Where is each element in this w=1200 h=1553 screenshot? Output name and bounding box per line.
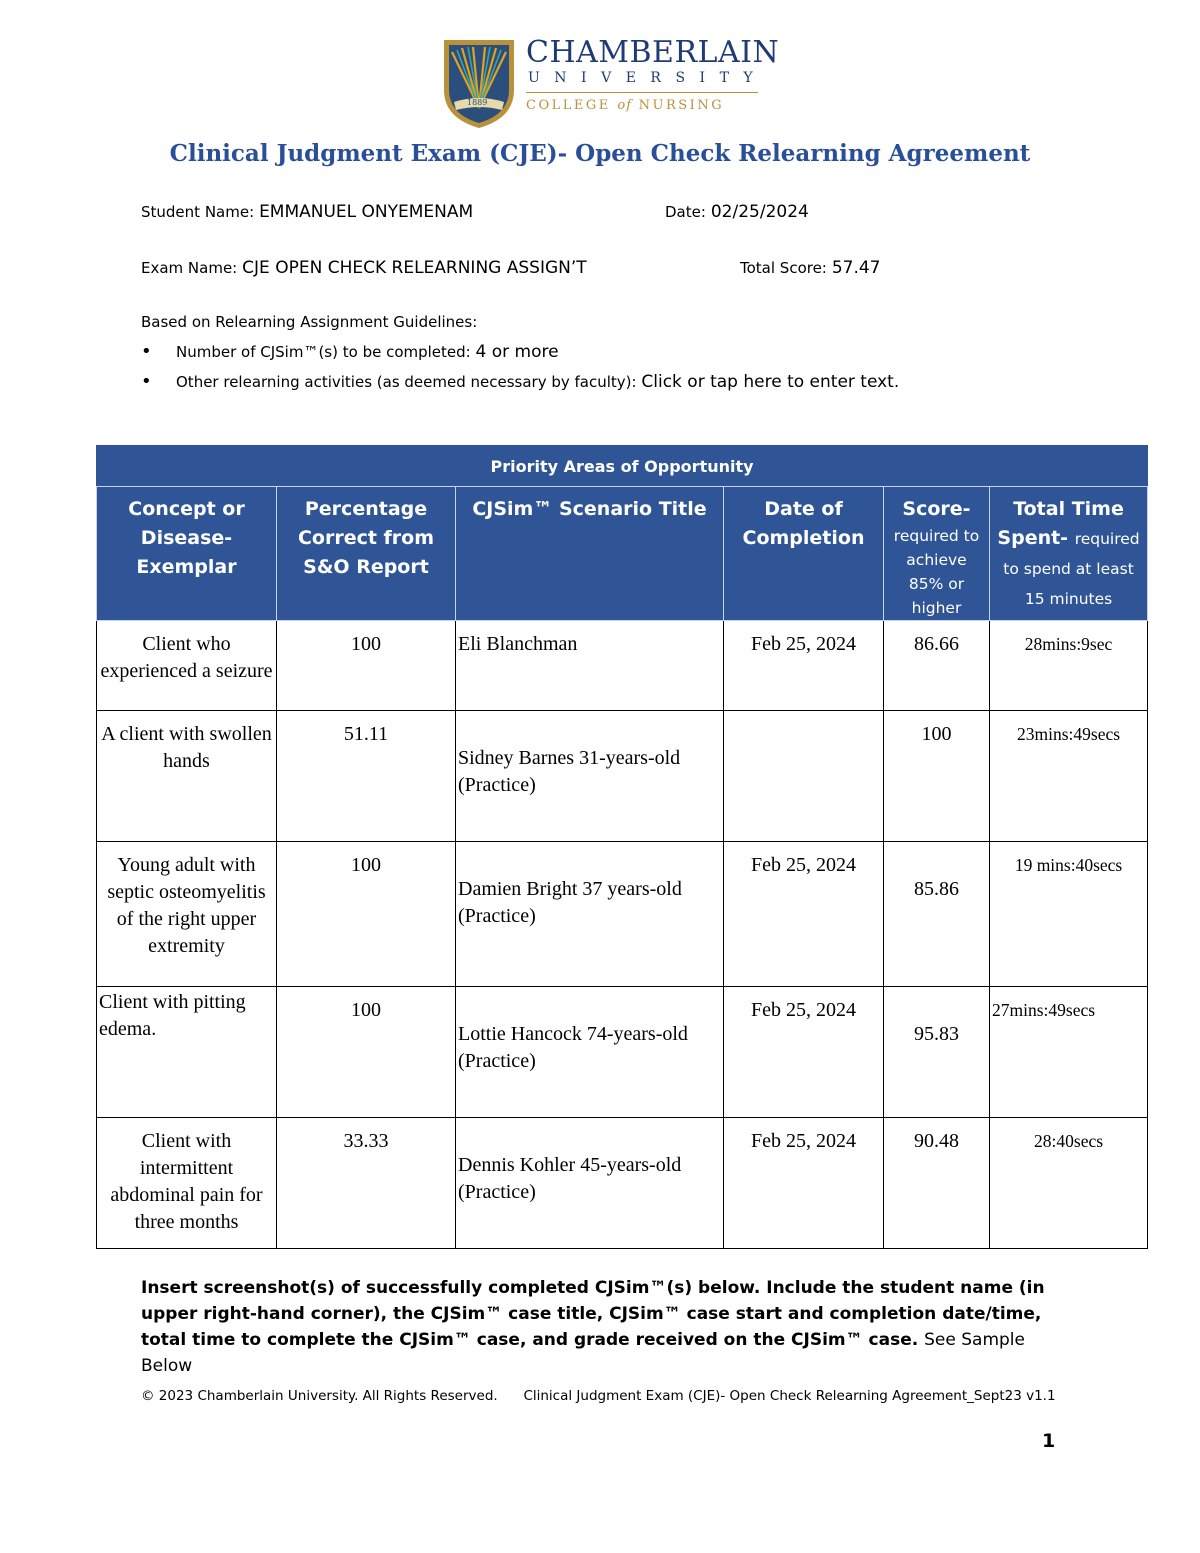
- priority-areas-table: [96, 445, 1148, 1249]
- footer: [141, 1385, 1081, 1407]
- student-name-label: Student Name:: [141, 203, 255, 221]
- table-row: [97, 842, 1148, 987]
- cell-date: Feb 25, 2024: [724, 1118, 884, 1249]
- cell-scenario: Lottie Hancock 74-years-old (Practice): [456, 987, 724, 1118]
- cell-scenario: Eli Blanchman: [456, 621, 724, 711]
- crest-year: 1889: [467, 98, 488, 107]
- cell-time: 19 mins:40secs: [990, 842, 1148, 987]
- total-score-field: [740, 258, 880, 278]
- cell-time: 23mins:49secs: [990, 711, 1148, 842]
- cell-percentage: 100: [277, 842, 456, 987]
- cell-concept: Client with intermittent abdominal pain for three months: [97, 1118, 277, 1249]
- document-title: Clinical Judgment Exam (CJE)- Open Check Relearning Agreement: [169, 140, 1031, 167]
- table-row: [97, 711, 1148, 842]
- cell-percentage: 100: [277, 987, 456, 1118]
- cell-scenario: Dennis Kohler 45-years-old (Practice): [456, 1118, 724, 1249]
- table-row: [97, 621, 1148, 711]
- cell-concept: Client who experienced a seizure: [97, 621, 277, 711]
- screenshot-instructions: Insert screenshot(s) of successfully completed CJSim™(s) below. Include the student name (in upper right-hand corner), the CJSim™ case title, CJSim™ case start and completion date/time, total time to complete the CJSim™ case, and grade received on the CJSim™ case. See Sample Below: [141, 1278, 1045, 1376]
- logo-divider: [526, 92, 758, 93]
- exam-name-value: CJE OPEN CHECK RELEARNING ASSIGN’T: [242, 258, 587, 278]
- cell-date: Feb 25, 2024: [724, 987, 884, 1118]
- cell-time: 28mins:9sec: [990, 621, 1148, 711]
- cell-score: 86.66: [884, 621, 990, 711]
- date-field: [665, 202, 809, 222]
- cell-percentage: 33.33: [277, 1118, 456, 1249]
- cell-concept: Client with pitting edema.: [97, 987, 277, 1118]
- cell-date: Feb 25, 2024: [724, 842, 884, 987]
- student-name-value: EMMANUEL ONYEMENAM: [259, 202, 474, 222]
- header-percentage: Percentage Correct from S&O Report: [277, 487, 456, 621]
- cell-percentage: 51.11: [277, 711, 456, 842]
- logo-subtitle: UNIVERSITY: [528, 70, 768, 86]
- footer-copyright: © 2023 Chamberlain University. All Rights Reserved.: [141, 1388, 498, 1404]
- cell-score: 90.48: [884, 1118, 990, 1249]
- cell-time: 28:40secs: [990, 1118, 1148, 1249]
- university-crest-icon: [442, 38, 516, 130]
- logo-college: COLLEGE of NURSING: [526, 98, 725, 113]
- cell-scenario: Damien Bright 37 years-old (Practice): [456, 842, 724, 987]
- cell-time: 27mins:49secs: [990, 987, 1148, 1118]
- date-label: Date:: [665, 203, 706, 221]
- header-date: Date of Completion: [724, 487, 884, 621]
- table-row: [97, 987, 1148, 1118]
- student-name-field: [141, 202, 473, 222]
- cell-concept: Young adult with septic osteomyelitis of the right upper extremity: [97, 842, 277, 987]
- list-item: • Other relearning activities (as deemed necessary by faculty): Click or tap here to enter text.: [141, 367, 899, 397]
- footer-document-name: Clinical Judgment Exam (CJE)- Open Check Relearning Agreement_Sept23 v1.1: [523, 1388, 1056, 1404]
- date-value: 02/25/2024: [710, 202, 809, 222]
- table-row: [97, 1118, 1148, 1249]
- cell-date: Feb 25, 2024: [724, 621, 884, 711]
- other-activities-input[interactable]: Click or tap here to enter text.: [641, 372, 900, 392]
- cell-score: 85.86: [884, 842, 990, 987]
- total-score-value: 57.47: [831, 258, 881, 278]
- cell-percentage: 100: [277, 621, 456, 711]
- exam-name-field: [141, 258, 587, 278]
- cell-date: [724, 711, 884, 842]
- header-scenario: CJSim™ Scenario Title: [456, 487, 724, 621]
- header-score: Score- required to achieve 85% or higher: [884, 487, 990, 621]
- cell-score: 95.83: [884, 987, 990, 1118]
- cell-score: 100: [884, 711, 990, 842]
- guidelines-heading: Based on Relearning Assignment Guidelines:: [141, 313, 478, 331]
- logo-name: CHAMBERLAIN: [526, 35, 780, 70]
- cell-concept: A client with swollen hands: [97, 711, 277, 842]
- list-item: • Number of CJSim™(s) to be completed: 4 or more: [141, 337, 899, 367]
- cell-scenario: Sidney Barnes 31-years-old (Practice): [456, 711, 724, 842]
- guidelines-list: [141, 337, 899, 397]
- header-concept: Concept or Disease-Exemplar: [97, 487, 277, 621]
- exam-name-label: Exam Name:: [141, 259, 238, 277]
- total-score-label: Total Score:: [740, 259, 827, 277]
- header-time: Total Time Spent- required to spend at least 15 minutes: [990, 487, 1148, 621]
- chamberlain-logo: [442, 35, 780, 130]
- table-title: Priority Areas of Opportunity: [97, 446, 1148, 487]
- page-number: 1: [1042, 1430, 1056, 1452]
